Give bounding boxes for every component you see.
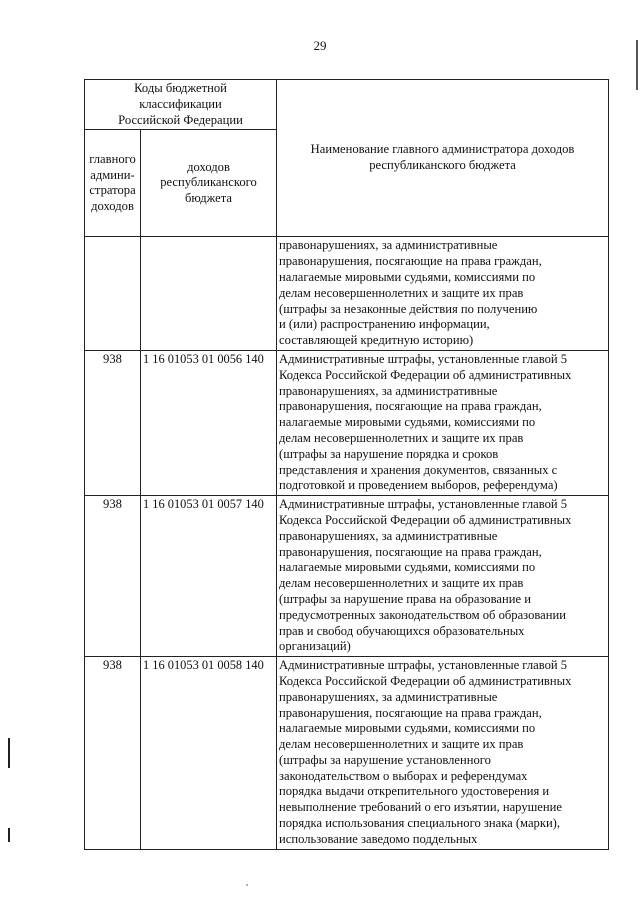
description-line: правонарушениях, за административные [279, 383, 498, 398]
description-line: предусмотренных законодательством об образовании [279, 607, 566, 622]
description-cell [277, 350, 609, 495]
description-line: (штрафы за незаконные действия по получению [279, 301, 538, 316]
description-cell [277, 496, 609, 657]
chief-administrator-header [85, 130, 141, 237]
description-line: порядка выдачи открепительного удостоверения и [279, 784, 550, 799]
budget-income-header [141, 130, 277, 237]
scan-margin-mark [8, 738, 10, 768]
header-line: республиканского бюджета [369, 158, 516, 173]
description-cell [277, 237, 609, 351]
budget-classification-table [84, 79, 609, 850]
description-line: прав и свобод обучающихся образовательных [279, 623, 525, 638]
description-line: порядка использования специального знака (марки), [279, 816, 561, 831]
description-line: Административные штрафы, установленные главой 5 [279, 351, 568, 366]
description-line: делам несовершеннолетних и защите их прав [279, 576, 524, 591]
description-line: правонарушения, посягающие на права граждан, [279, 544, 542, 559]
description-line: (штрафы за нарушение порядка и сроков [279, 446, 499, 461]
description-line: делам несовершеннолетних и защите их прав [279, 737, 524, 752]
header-line: республиканского [160, 175, 257, 190]
description-line: Административные штрафы, установленные главой 5 [279, 497, 568, 512]
description-line: Административные штрафы, установленные главой 5 [279, 658, 568, 673]
header-line: стратора [89, 183, 136, 198]
table-row [85, 350, 609, 495]
admin-code-cell: 938 [85, 496, 141, 657]
header-line: доходов [91, 199, 134, 214]
description-line: составляющей кредитную историю) [279, 333, 474, 348]
description-line: налагаемые мировыми судьями, комиссиями по [279, 415, 536, 430]
description-line: подготовкой и проведением выборов, референдума) [279, 478, 558, 493]
header-line: классификации [139, 96, 222, 111]
table-row [85, 237, 609, 351]
description-line: правонарушения, посягающие на права граждан, [279, 254, 542, 269]
scan-edge-mark [636, 40, 638, 90]
header-line: Наименование главного администратора доходов [310, 142, 575, 157]
description-line: невыполнение требований о его изъятии, нарушение [279, 800, 562, 815]
description-line: Кодекса Российской Федерации об административных [279, 673, 572, 688]
header-line: Коды бюджетной [134, 81, 227, 95]
income-code-cell: 1 16 01053 01 0057 140 [141, 496, 277, 657]
page-number: 29 [313, 38, 327, 53]
description-line: правонарушения, посягающие на права граждан, [279, 399, 542, 414]
income-code-cell [141, 237, 277, 351]
description-line: делам несовершеннолетних и защите их прав [279, 285, 524, 300]
description-line: законодательством о выборах и референдумах [279, 768, 528, 783]
description-line: правонарушениях, за административные [279, 528, 498, 543]
header-line: доходов [187, 159, 230, 174]
budget-codes-group-header [85, 80, 277, 130]
description-cell [277, 657, 609, 850]
admin-code-cell [85, 237, 141, 351]
admin-code-cell: 938 [85, 350, 141, 495]
description-line: организаций) [279, 639, 351, 654]
description-line: Кодекса Российской Федерации об административных [279, 512, 572, 527]
income-code-cell: 1 16 01053 01 0058 140 [141, 657, 277, 850]
income-code-cell: 1 16 01053 01 0056 140 [141, 350, 277, 495]
administrator-name-header [277, 80, 609, 237]
description-line: правонарушениях, за административные [279, 689, 498, 704]
description-line: представления и хранения документов, связанных с [279, 462, 558, 477]
description-line: правонарушениях, за административные [279, 238, 498, 253]
description-line: налагаемые мировыми судьями, комиссиями по [279, 721, 536, 736]
table-row [85, 657, 609, 850]
description-line: делам несовершеннолетних и защите их прав [279, 430, 524, 445]
header-line: админи- [90, 167, 135, 182]
description-line: правонарушения, посягающие на права граждан, [279, 705, 542, 720]
description-line: Кодекса Российской Федерации об административных [279, 367, 572, 382]
description-line: налагаемые мировыми судьями, комиссиями по [279, 560, 536, 575]
description-line: использование заведомо поддельных [279, 831, 478, 846]
scan-margin-mark [8, 828, 10, 842]
description-line: налагаемые мировыми судьями, комиссиями по [279, 269, 536, 284]
description-line: (штрафы за нарушение установленного [279, 752, 491, 767]
admin-code-cell: 938 [85, 657, 141, 850]
scan-speck [246, 884, 248, 886]
table-row [85, 496, 609, 657]
description-line: и (или) распространению информации, [279, 317, 490, 332]
header-line: бюджета [185, 191, 232, 206]
description-line: (штрафы за нарушение права на образование и [279, 591, 531, 606]
header-line: Российской Федерации [118, 112, 243, 127]
header-line: главного [89, 151, 136, 166]
